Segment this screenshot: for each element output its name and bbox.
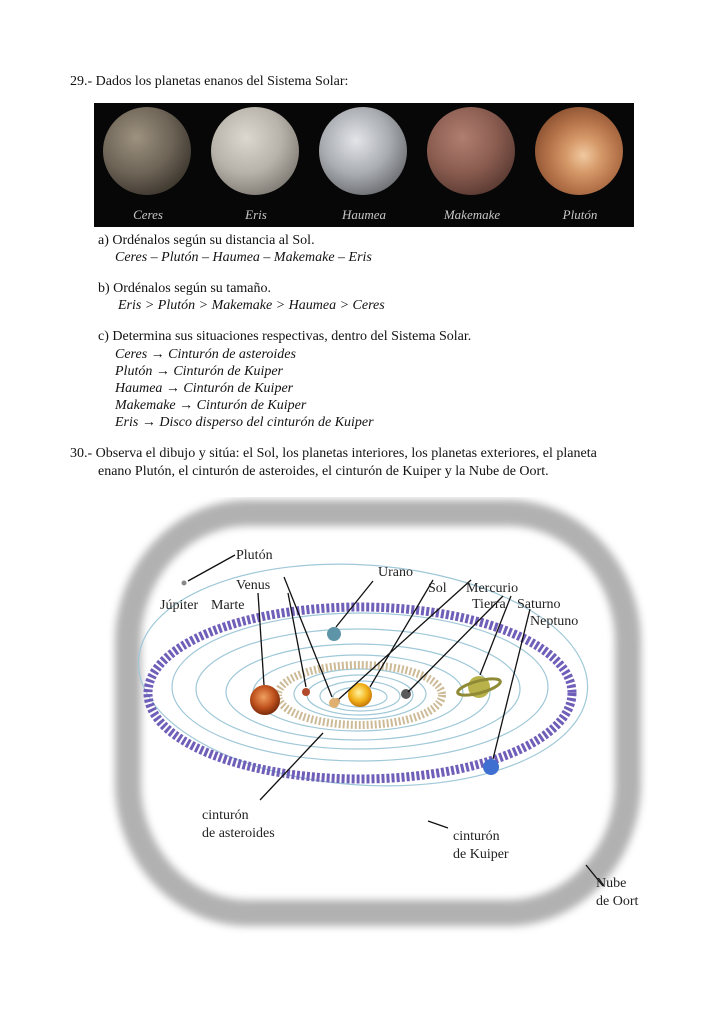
planet-haumea <box>310 103 418 227</box>
planet-name-pluton: Plutón <box>562 207 598 222</box>
answer-29c-eris: Eris → Disco disperso del cinturón de Kuiper <box>115 415 374 430</box>
label-sol: Sol <box>428 581 447 596</box>
planet-makemake <box>418 103 526 227</box>
question-29c: c) Determina sus situaciones respectivas, dentro del Sistema Solar. <box>98 329 472 344</box>
label-kuiper-1: cinturón <box>453 829 500 844</box>
planet-venus <box>329 698 339 708</box>
planet-urano <box>327 627 341 641</box>
label-pluton: Plutón <box>236 548 273 563</box>
planet-saturno <box>456 676 502 699</box>
answer-29c-pluton: Plutón → Cinturón de Kuiper <box>115 364 283 379</box>
label-tierra: Tierra <box>472 597 506 612</box>
planet-neptuno <box>483 759 499 775</box>
question-29b: b) Ordénalos según su tamaño. <box>98 281 272 296</box>
planet-name-ceres: Ceres <box>133 207 163 222</box>
planet-eris <box>202 103 310 227</box>
pluton-disc <box>535 107 623 195</box>
solar-system-svg <box>108 497 648 937</box>
planet-name-makemake: Makemake <box>443 207 501 222</box>
label-asteroides-2: de asteroides <box>202 826 275 841</box>
label-neptuno: Neptuno <box>530 614 579 629</box>
dwarf-planets-image <box>94 103 634 227</box>
label-asteroides-1: cinturón <box>202 808 249 823</box>
planet-name-haumea: Haumea <box>341 207 387 222</box>
question-30-line1: 30.- Observa el dibujo y sitúa: el Sol, los planetas interiores, los planetas exteriores, el planeta <box>70 446 597 461</box>
label-saturno: Saturno <box>517 597 561 612</box>
label-kuiper-2: de Kuiper <box>453 847 509 862</box>
label-oort-2: de Oort <box>596 894 639 909</box>
planet-jupiter <box>250 685 280 715</box>
planet-pluton-point <box>182 581 187 586</box>
ceres-disc <box>103 107 191 195</box>
makemake-disc <box>427 107 515 195</box>
answer-29b: Eris > Plutón > Makemake > Haumea > Ceres <box>118 298 385 313</box>
answer-29c-ceres: Ceres → Cinturón de asteroides <box>115 347 296 362</box>
eris-disc <box>211 107 299 195</box>
haumea-disc <box>319 107 407 195</box>
planet-pluton <box>526 103 634 227</box>
label-jupiter: Júpiter <box>160 598 199 613</box>
label-marte: Marte <box>211 598 245 613</box>
answer-29c-haumea: Haumea → Cinturón de Kuiper <box>115 381 294 396</box>
planet-name-eris: Eris <box>245 207 267 222</box>
orbits <box>131 550 595 801</box>
label-urano: Urano <box>378 565 413 580</box>
planet-marte <box>302 688 310 696</box>
answer-29a: Ceres – Plutón – Haumea – Makemake – Eris <box>115 250 372 265</box>
sun <box>348 683 372 707</box>
answer-29c-makemake: Makemake → Cinturón de Kuiper <box>115 398 307 413</box>
solar-system-diagram <box>108 497 648 937</box>
label-venus: Venus <box>236 578 271 593</box>
planet-ceres <box>94 103 202 227</box>
question-29a: a) Ordénalos según su distancia al Sol. <box>98 233 315 248</box>
label-oort-1: Nube <box>596 876 627 891</box>
question-30-line2: enano Plutón, el cinturón de asteroides, el cinturón de Kuiper y la Nube de Oort. <box>98 464 549 479</box>
label-mercurio: Mercurio <box>466 581 519 596</box>
question-29-title: 29.- Dados los planetas enanos del Sistema Solar: <box>70 74 349 89</box>
